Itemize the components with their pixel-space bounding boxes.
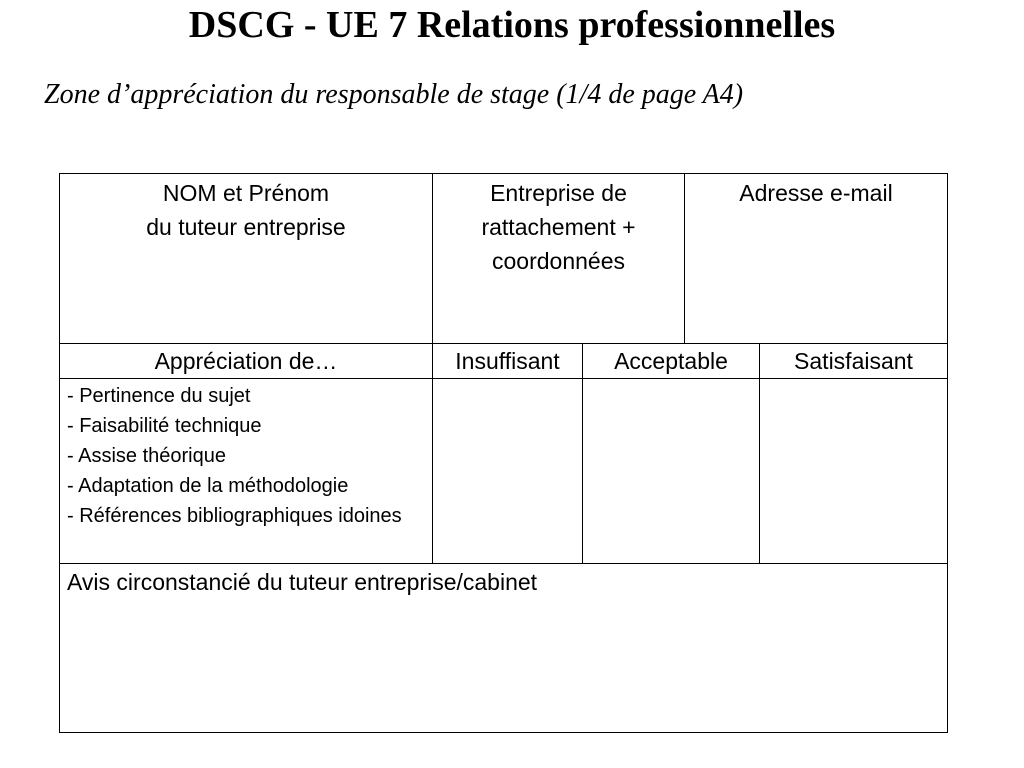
company-header: Entreprise de rattachement + coordonnées — [481, 180, 636, 274]
level-acceptable: Acceptable — [614, 348, 728, 374]
criteria-cell — [67, 381, 429, 531]
criteria-list — [67, 381, 429, 531]
criterion-item: - Pertinence du sujet — [67, 385, 251, 407]
rating-cell-insuffisant[interactable] — [433, 379, 582, 563]
page-title: DSCG - UE 7 Relations professionnelles — [188, 4, 836, 46]
criterion-item: - Assise théorique — [67, 445, 226, 467]
rating-cell-acceptable[interactable] — [583, 379, 759, 563]
page-subtitle: Zone d’appréciation du responsable de stage (1/4 de page A4) — [44, 79, 744, 110]
evaluation-table — [59, 173, 948, 733]
criterion-item: - Références bibliographiques idoines — [67, 505, 402, 527]
comments-label: Avis circonstancié du tuteur entreprise/cabinet — [67, 569, 538, 595]
criterion-item: - Adaptation de la méthodologie — [67, 475, 349, 497]
appreciation-header: Appréciation de… — [154, 348, 338, 374]
level-insuffisant: Insuffisant — [455, 348, 560, 374]
level-satisfaisant: Satisfaisant — [794, 348, 913, 374]
tutor-name-header: NOM et Prénom du tuteur entreprise — [146, 180, 346, 240]
comments-area[interactable] — [60, 604, 947, 732]
criterion-item: - Faisabilité technique — [67, 415, 262, 437]
rating-cell-satisfaisant[interactable] — [760, 379, 947, 563]
email-header: Adresse e-mail — [739, 180, 893, 206]
row-divider — [60, 563, 947, 564]
